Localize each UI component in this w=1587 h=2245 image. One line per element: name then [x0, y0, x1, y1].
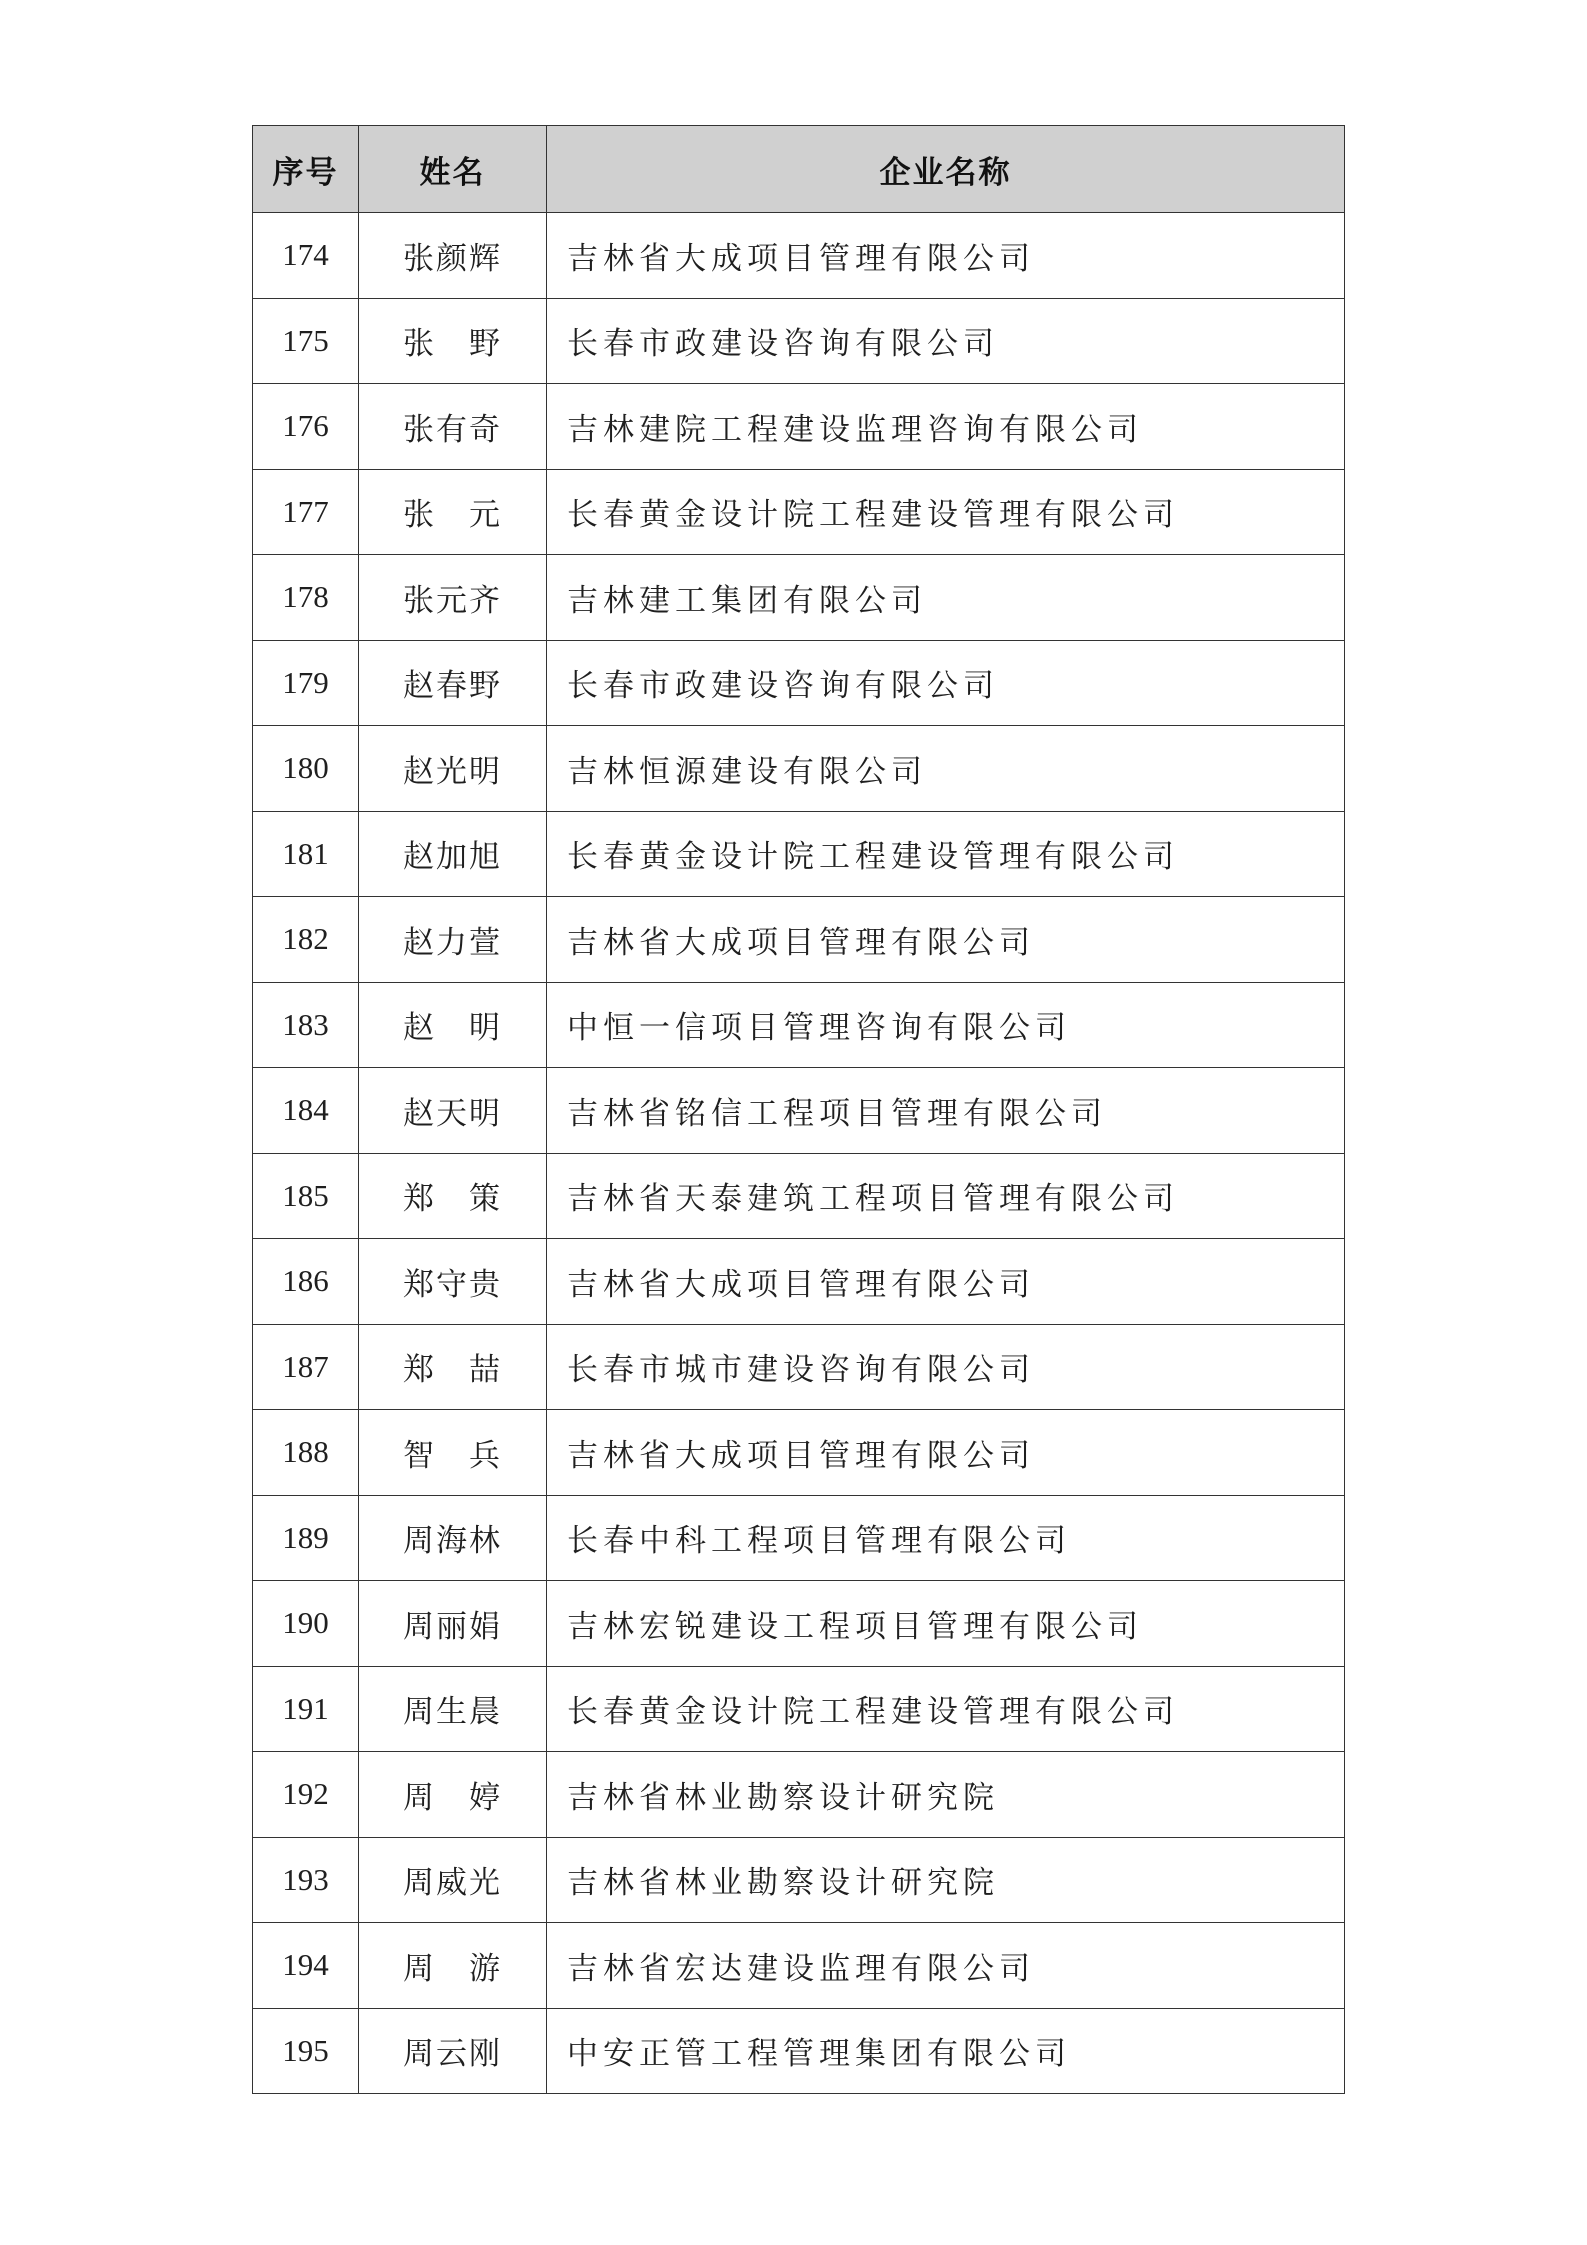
serial-number-cell: 186	[253, 1239, 359, 1325]
name-cell: 周海林	[359, 1495, 547, 1581]
table-row	[253, 1752, 1345, 1838]
name-cell: 张有奇	[359, 384, 547, 470]
name-cell: 张 野	[359, 298, 547, 384]
company-cell: 长春黄金设计院工程建设管理有限公司	[547, 1666, 1345, 1752]
name-cell: 郑 喆	[359, 1324, 547, 1410]
table-row	[253, 726, 1345, 812]
company-cell: 长春市政建设咨询有限公司	[547, 298, 1345, 384]
header-row	[253, 126, 1345, 213]
company-cell: 长春黄金设计院工程建设管理有限公司	[547, 469, 1345, 555]
name-cell: 周 游	[359, 1923, 547, 2009]
company-cell: 中恒一信项目管理咨询有限公司	[547, 982, 1345, 1068]
header-company-name: 企业名称	[547, 126, 1345, 213]
table-row	[253, 1581, 1345, 1667]
serial-number-cell: 194	[253, 1923, 359, 2009]
serial-number-cell: 177	[253, 469, 359, 555]
company-cell: 吉林省大成项目管理有限公司	[547, 213, 1345, 299]
name-cell: 赵加旭	[359, 811, 547, 897]
name-cell: 周云刚	[359, 2008, 547, 2094]
company-cell: 长春黄金设计院工程建设管理有限公司	[547, 811, 1345, 897]
name-cell: 郑守贵	[359, 1239, 547, 1325]
serial-number-cell: 182	[253, 897, 359, 983]
company-cell: 吉林省林业勘察设计研究院	[547, 1752, 1345, 1838]
company-cell: 吉林省宏达建设监理有限公司	[547, 1923, 1345, 2009]
table-row	[253, 1923, 1345, 2009]
company-cell: 长春中科工程项目管理有限公司	[547, 1495, 1345, 1581]
company-cell: 吉林宏锐建设工程项目管理有限公司	[547, 1581, 1345, 1667]
table-row	[253, 298, 1345, 384]
name-cell: 赵天明	[359, 1068, 547, 1154]
serial-number-cell: 178	[253, 555, 359, 641]
table-row	[253, 897, 1345, 983]
company-cell: 吉林恒源建设有限公司	[547, 726, 1345, 812]
company-cell: 长春市政建设咨询有限公司	[547, 640, 1345, 726]
company-cell: 吉林省林业勘察设计研究院	[547, 1837, 1345, 1923]
table-header	[253, 126, 1345, 213]
header-serial-number: 序号	[253, 126, 359, 213]
serial-number-cell: 176	[253, 384, 359, 470]
table-row	[253, 811, 1345, 897]
serial-number-cell: 187	[253, 1324, 359, 1410]
table-body	[253, 213, 1345, 2094]
table-row	[253, 1324, 1345, 1410]
company-cell: 吉林省大成项目管理有限公司	[547, 1239, 1345, 1325]
name-cell: 周威光	[359, 1837, 547, 1923]
table-row	[253, 1837, 1345, 1923]
table-row	[253, 469, 1345, 555]
name-cell: 周丽娟	[359, 1581, 547, 1667]
serial-number-cell: 193	[253, 1837, 359, 1923]
serial-number-cell: 179	[253, 640, 359, 726]
table-row	[253, 213, 1345, 299]
name-cell: 张颜辉	[359, 213, 547, 299]
table-row	[253, 640, 1345, 726]
serial-number-cell: 189	[253, 1495, 359, 1581]
serial-number-cell: 192	[253, 1752, 359, 1838]
serial-number-cell: 190	[253, 1581, 359, 1667]
name-cell: 赵力萱	[359, 897, 547, 983]
name-cell: 赵光明	[359, 726, 547, 812]
table-row	[253, 1239, 1345, 1325]
serial-number-cell: 188	[253, 1410, 359, 1496]
table-row	[253, 1068, 1345, 1154]
serial-number-cell: 175	[253, 298, 359, 384]
company-cell: 吉林省大成项目管理有限公司	[547, 897, 1345, 983]
name-cell: 张元齐	[359, 555, 547, 641]
serial-number-cell: 185	[253, 1153, 359, 1239]
table-row	[253, 982, 1345, 1068]
serial-number-cell: 181	[253, 811, 359, 897]
table-row	[253, 384, 1345, 470]
name-cell: 赵春野	[359, 640, 547, 726]
name-cell: 郑 策	[359, 1153, 547, 1239]
company-cell: 中安正管工程管理集团有限公司	[547, 2008, 1345, 2094]
personnel-table	[252, 125, 1345, 2094]
table-row	[253, 1153, 1345, 1239]
company-cell: 吉林建工集团有限公司	[547, 555, 1345, 641]
name-cell: 周 婷	[359, 1752, 547, 1838]
serial-number-cell: 195	[253, 2008, 359, 2094]
company-cell: 长春市城市建设咨询有限公司	[547, 1324, 1345, 1410]
name-cell: 赵 明	[359, 982, 547, 1068]
serial-number-cell: 174	[253, 213, 359, 299]
serial-number-cell: 183	[253, 982, 359, 1068]
serial-number-cell: 184	[253, 1068, 359, 1154]
table-row	[253, 1410, 1345, 1496]
serial-number-cell: 180	[253, 726, 359, 812]
table-row	[253, 1495, 1345, 1581]
company-cell: 吉林省大成项目管理有限公司	[547, 1410, 1345, 1496]
serial-number-cell: 191	[253, 1666, 359, 1752]
company-cell: 吉林建院工程建设监理咨询有限公司	[547, 384, 1345, 470]
company-cell: 吉林省铭信工程项目管理有限公司	[547, 1068, 1345, 1154]
name-cell: 周生晨	[359, 1666, 547, 1752]
table-row	[253, 2008, 1345, 2094]
table-row	[253, 555, 1345, 641]
name-cell: 智 兵	[359, 1410, 547, 1496]
table-row	[253, 1666, 1345, 1752]
name-cell: 张 元	[359, 469, 547, 555]
company-cell: 吉林省天泰建筑工程项目管理有限公司	[547, 1153, 1345, 1239]
header-name: 姓名	[359, 126, 547, 213]
